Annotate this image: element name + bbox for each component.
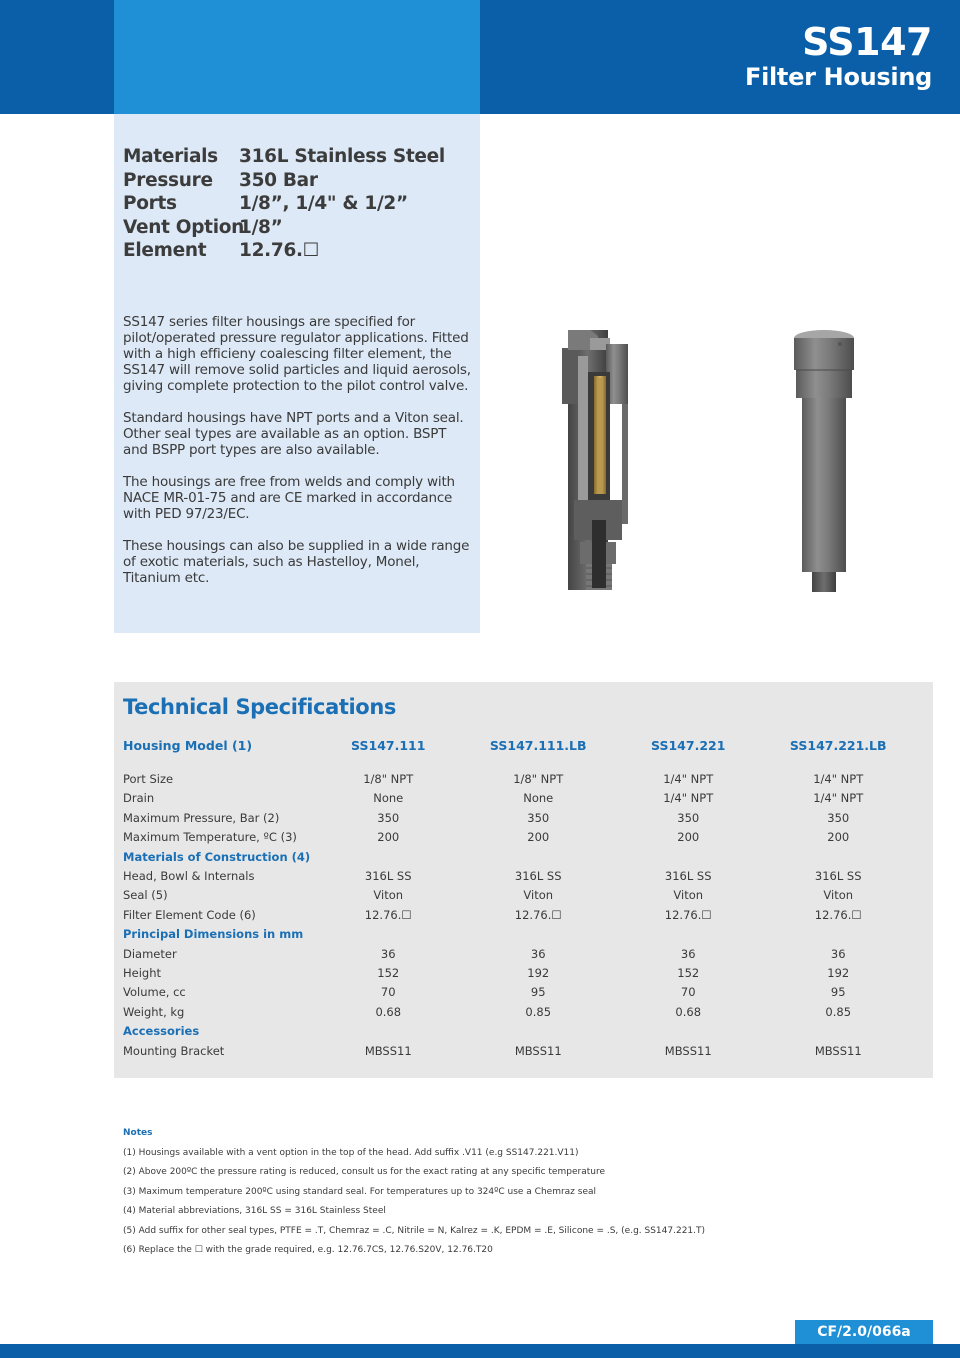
column-header: Housing Model (1) xyxy=(123,738,253,754)
table-section-heading xyxy=(123,848,923,867)
note-item: (4) Material abbreviations, 316L SS = 316L Stainless Steel xyxy=(123,1206,386,1216)
table-cell: Viton xyxy=(373,888,404,903)
table-row xyxy=(123,789,923,808)
column-header: SS147.111 xyxy=(351,738,426,754)
summary-value: 12.76.☐ xyxy=(239,240,320,261)
spec-summary xyxy=(123,145,445,263)
footer-band xyxy=(0,1344,960,1358)
notes xyxy=(123,1127,705,1264)
table-cell: 12.76.☐ xyxy=(664,907,712,922)
table-cell: None xyxy=(523,791,554,806)
table-row xyxy=(123,1003,923,1022)
table-cell: Viton xyxy=(823,888,854,903)
table-cell: 192 xyxy=(827,966,850,981)
table-cell: 152 xyxy=(377,966,400,981)
note-item: (6) Replace the ☐ with the grade required, e.g. 12.76.7CS, 12.76.S20V, 12.76.T20 xyxy=(123,1245,493,1255)
table-cell: 95 xyxy=(530,985,546,1000)
table-cell: 316L SS xyxy=(664,869,712,884)
table-cell: 200 xyxy=(827,830,850,845)
description xyxy=(123,314,475,602)
table-cell: 350 xyxy=(527,810,550,825)
row-label: Weight, kg xyxy=(123,1004,185,1019)
row-label: Mounting Bracket xyxy=(123,1043,225,1058)
row-label: Diameter xyxy=(123,946,177,961)
product-name: Filter Housing xyxy=(744,63,932,91)
table-row xyxy=(123,809,923,828)
table-cell: 1/8" NPT xyxy=(513,772,564,786)
technical-specifications-table xyxy=(123,736,923,1061)
summary-key: Materials xyxy=(123,146,218,167)
table-row xyxy=(123,770,923,789)
table-row xyxy=(123,1042,923,1061)
description-paragraph: These housings can also be supplied in a wide range of exotic materials, such as Hastelloy, Monel, Titanium etc. xyxy=(123,538,470,586)
table-cell: 200 xyxy=(527,830,550,845)
product-images xyxy=(540,320,940,610)
table-cell: 0.85 xyxy=(825,1004,852,1019)
table-cell: 12.76.☐ xyxy=(514,907,562,922)
summary-key: Ports xyxy=(123,193,177,214)
table-row xyxy=(123,867,923,886)
table-row xyxy=(123,886,923,905)
description-paragraph: SS147 series filter housings are specified for pilot/operated pressure regulator applications. Fitted with a high efficieny coalescing filter element, the SS147 will remove solid particles and liquid aerosols, giving complete protection to the pilot control valve. xyxy=(123,314,471,394)
table-cell: 316L SS xyxy=(514,869,562,884)
row-label: Maximum Temperature, ºC (3) xyxy=(123,830,297,845)
column-header: SS147.221.LB xyxy=(789,738,887,754)
table-cell: 36 xyxy=(380,946,396,961)
table-row xyxy=(123,983,923,1002)
description-paragraph: The housings are free from welds and comply with NACE MR-01-75 and are CE marked in accordance with PED 97/23/EC. xyxy=(123,474,455,522)
filter-housing-exterior-image xyxy=(794,330,854,592)
table-cell: 70 xyxy=(380,985,396,1000)
table-cell: MBSS11 xyxy=(364,1043,412,1058)
table-row xyxy=(123,945,923,964)
header-accent-block xyxy=(114,0,480,114)
table-cell: Viton xyxy=(673,888,704,903)
table-cell: 95 xyxy=(830,985,846,1000)
table-section-heading xyxy=(123,1022,923,1041)
row-label: Filter Element Code (6) xyxy=(123,907,256,922)
table-section-heading xyxy=(123,925,923,944)
filter-housing-cutaway-image xyxy=(562,330,628,590)
note-item: (3) Maximum temperature 200ºC using standard seal. For temperatures up to 324ºC use a Chemraz seal xyxy=(123,1186,597,1197)
summary-value: 1/8”, 1/4" & 1/2” xyxy=(239,193,408,214)
table-cell: 0.68 xyxy=(675,1004,702,1019)
table-row xyxy=(123,906,923,925)
row-label: Height xyxy=(123,966,162,981)
summary-row-materials xyxy=(123,145,445,169)
note-item: (2) Above 200ºC the pressure rating is reduced, consult us for the exact rating at any specific temperature xyxy=(123,1167,605,1177)
technical-specifications-title: Technical Specifications xyxy=(123,695,396,719)
summary-key: Pressure xyxy=(123,169,213,191)
table-cell: 1/4" NPT xyxy=(813,772,864,786)
summary-row-pressure xyxy=(123,169,445,193)
section-label: Principal Dimensions in mm xyxy=(123,927,304,942)
table-cell: 36 xyxy=(530,946,546,961)
table-cell: 350 xyxy=(377,810,400,825)
table-cell: 152 xyxy=(677,966,700,981)
summary-value: 350 Bar xyxy=(239,169,318,191)
table-row xyxy=(123,964,923,983)
table-cell: 316L SS xyxy=(364,869,412,884)
summary-row-ports xyxy=(123,192,445,216)
summary-row-vent-option xyxy=(123,216,445,240)
row-label: Volume, cc xyxy=(123,985,186,1000)
summary-row-element xyxy=(123,239,445,263)
notes-title: Notes xyxy=(123,1128,153,1138)
column-header: SS147.221 xyxy=(651,738,726,754)
summary-value: 316L Stainless Steel xyxy=(239,146,445,167)
summary-key: Vent Option xyxy=(123,216,245,238)
table-cell: 70 xyxy=(680,985,696,1000)
table-cell: 316L SS xyxy=(814,869,862,884)
table-cell: MBSS11 xyxy=(814,1043,862,1058)
document-code: CF/2.0/066a xyxy=(795,1320,933,1344)
column-header: SS147.111.LB xyxy=(489,738,587,754)
summary-key: Element xyxy=(123,240,207,261)
table-cell: 350 xyxy=(827,810,850,825)
table-cell: Viton xyxy=(523,888,554,903)
table-cell: 192 xyxy=(527,966,550,981)
table-cell: 1/4" NPT xyxy=(813,791,864,806)
row-label: Head, Bowl & Internals xyxy=(123,869,255,884)
table-cell: 1/4" NPT xyxy=(663,772,714,786)
row-label: Port Size xyxy=(123,772,174,786)
table-cell: 12.76.☐ xyxy=(814,907,862,922)
summary-value: 1/8” xyxy=(239,216,283,238)
table-cell: 36 xyxy=(830,946,846,961)
section-label: Accessories xyxy=(123,1024,200,1039)
table-cell: 36 xyxy=(680,946,696,961)
table-cell: 0.68 xyxy=(375,1004,402,1019)
table-cell: None xyxy=(373,791,404,806)
table-spacer xyxy=(123,756,923,770)
table-cell: 200 xyxy=(677,830,700,845)
row-label: Maximum Pressure, Bar (2) xyxy=(123,810,280,825)
table-cell: 1/8" NPT xyxy=(363,772,414,786)
table-cell: MBSS11 xyxy=(514,1043,562,1058)
table-row xyxy=(123,828,923,847)
table-cell: 0.85 xyxy=(525,1004,552,1019)
note-item: (1) Housings available with a vent option in the top of the head. Add suffix .V11 (e.g SS147.221.V11) xyxy=(123,1147,579,1158)
note-item: (5) Add suffix for other seal types, PTFE = .T, Chemraz = .C, Nitrile = N, Kalrez = .K, EPDM = .E, Silicone = .S, (e.g. SS147.221.T) xyxy=(123,1225,706,1236)
table-header-row xyxy=(123,736,923,756)
row-label: Seal (5) xyxy=(123,888,168,903)
description-paragraph: Standard housings have NPT ports and a Viton seal. Other seal types are available as an option. BSPT and BSPP port types are also available. xyxy=(123,410,464,458)
row-label: Drain xyxy=(123,791,155,806)
table-cell: 1/4" NPT xyxy=(663,791,714,806)
section-label: Materials of Construction (4) xyxy=(123,849,311,864)
table-cell: 12.76.☐ xyxy=(364,907,412,922)
table-cell: 200 xyxy=(377,830,400,845)
table-cell: 350 xyxy=(677,810,700,825)
table-cell: MBSS11 xyxy=(664,1043,712,1058)
product-code: SS147 xyxy=(802,20,932,64)
